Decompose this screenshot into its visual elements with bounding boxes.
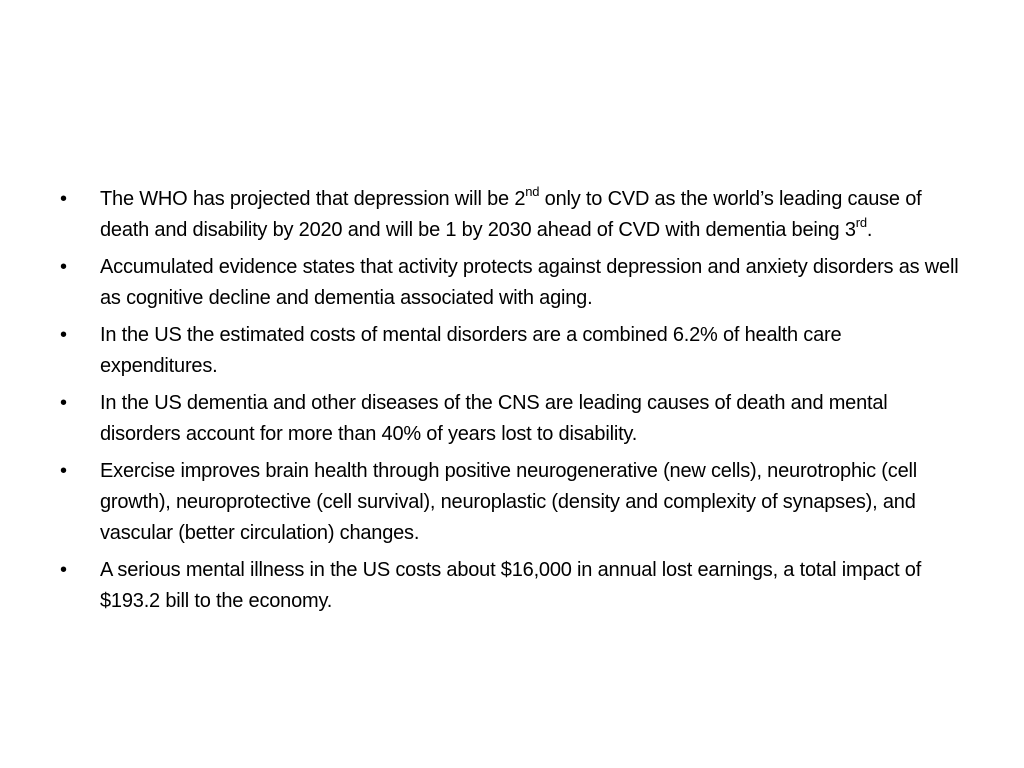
bullet-list: [60, 184, 960, 617]
bullet-item: [60, 388, 960, 450]
bullet-dot-icon: •: [60, 392, 67, 414]
text-run: only to CVD as the world’s leading cause of death and disability by 2020 and will be 1 by 2030 ahead of CVD with dementia being 3: [100, 188, 922, 241]
superscript-text: rd: [855, 215, 867, 231]
bullet-text: [100, 559, 921, 612]
text-run: The WHO has projected that depression will be 2: [100, 188, 526, 210]
bullet-item: [60, 456, 960, 549]
bullet-item: [60, 184, 960, 246]
bullet-item: [60, 555, 960, 617]
text-run: In the US the estimated costs of mental disorders are a combined 6.2% of health care expenditures.: [100, 324, 842, 377]
bullet-text: [100, 324, 841, 377]
superscript-text: nd: [525, 184, 540, 200]
text-run: In the US dementia and other diseases of the CNS are leading causes of death and mental disorders account for more than 40% of years lost to disability.: [100, 392, 888, 445]
bullet-text: [100, 392, 888, 445]
bullet-item: [60, 320, 960, 382]
bullet-dot-icon: •: [60, 256, 67, 278]
bullet-text: [100, 184, 922, 241]
bullet-dot-icon: •: [60, 559, 67, 581]
bullet-text: [100, 256, 958, 309]
text-run: A serious mental illness in the US costs about $16,000 in annual lost earnings, a total impact of $193.2 bill to the economy.: [100, 559, 922, 612]
bullet-item: [60, 252, 960, 314]
bullet-dot-icon: •: [60, 460, 67, 482]
bullet-text: [100, 460, 917, 544]
text-run: Accumulated evidence states that activity protects against depression and anxiety disorders as well as cognitive decline and dementia associated with aging.: [100, 256, 959, 309]
bullet-dot-icon: •: [60, 188, 67, 210]
text-run: .: [866, 219, 873, 241]
slide-body: [60, 184, 960, 623]
text-run: Exercise improves brain health through positive neurogenerative (new cells), neurotrophic (cell growth), neuroprotective (cell survival), neuroplastic (density and complexity of synapses), and vascular (better circulation) changes.: [100, 460, 917, 544]
bullet-dot-icon: •: [60, 324, 67, 346]
